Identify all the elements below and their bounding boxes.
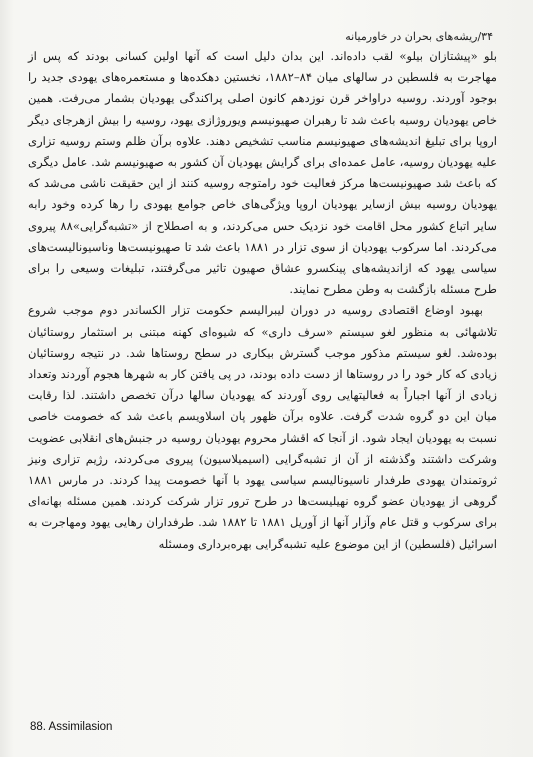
page-header: ۳۴/ریشه‌های بحران در خاورمیانه	[345, 30, 493, 43]
page-number: ۳۴	[481, 30, 493, 43]
body-text	[28, 46, 497, 555]
paragraph-2: بهبود اوضاع اقتصادی روسیه در دوران لیبرالیسم حکومت تزار الکساندر دوم موجب شروع تلاشهائی به منظور لغو سیستم «سرف داری» که شیوه‌ای کهنه مبتنی بر استثمار روستائیان بوده‌شد. لغو سیستم مذکور موجب گسترش بیکاری در سطح روستاها شد. در نتیجه روستائیان زیادی که کار خود را در روستاها از دست داده بودند، در پی یافتن کار به شهرها هجوم آوردند وتعداد زیادی از آنها اجباراً به فعالیتهایی روی آوردند که یهودیان سالها درآن تخصص داشتند. لذا رقابت میان این دو گروه شدت گرفت. علاوه برآن ظهور پان اسلاویسم باعث شد که خصومت خاصی نسبت به یهودیان ایجاد شود. از آنجا که اقشار محروم یهودیان روسیه در جنبش‌های انقلابی عضویت وشرکت داشتند وگذشته از آن از تشبه‌گرایی (اسیمیلاسیون) پیروی می‌کردند، رژیم تزاری ونیز ثروتمندان یهودی طرفدار ناسیونالیسم سیاسی یهود با آنها خصومت پیدا کردند. در مارس ۱۸۸۱ گروهی از یهودیان عضو گروه نهیلیست‌ها در طرح ترور تزار شرکت کردند. همین مسئله بهانه‌ای برای سرکوب و قتل عام وآزار آنها از آوریل ۱۸۸۱ تا ۱۸۸۲ شد. طرفداران رهایی یهود ومهاجرت به اسرائیل (فلسطین) از این موضوع علیه تشبه‌گرایی بهره‌برداری ومسئله	[28, 303, 497, 551]
paragraph-1: بلو «پیشتازان بیلو» لقب داده‌اند. این بدان دلیل است که آنها اولین کسانی بودند که پس از مهاجرت به فلسطین در سالهای میان ۸۴–۱۸۸۲، نخستین دهکده‌ها و مستعمره‌های یهودی جدید را بوجود آوردند. روسیه دراواخر قرن نوزدهم کانون اصلی پراکندگی یهودیان بشمار می‌رفت. همین خاص یهودیان روسیه باعث شد تا رهبران صهیونیسم ویوروژازی یهود، روسیه را بیش ازهرجای دیگر اروپا برای تبلیغ اندیشه‌های صهیونیسم مناسب تشخیص دهند. علاوه برآن ظلم وستم روسیه تزاری علیه یهودیان روسیه، عامل عمده‌ای برای گرایش یهودیان آن کشور به صهیونیسم شد. عامل دیگری که باعث شد صهیونیست‌ها مرکز فعالیت خود رامتوجه روسیه کنند از این حقیقت ناشی می‌شد که یهودیان روسیه بیش ازسایر یهودیان اروپا ویژگی‌های خاص جوامع یهودی را رها کرده وخود رابه سایر اتباع کشور محل اقامت خود نزدیک حس می‌کردند، و به اصطلاح از «تشبه‌گرایی»۸۸ پیروی می‌کردند. اما سرکوب یهودیان از سوی تزار در ۱۸۸۱ باعث شد تا صهیونیست‌ها وناسیونالیست‌های سیاسی یهود که ازاندیشه‌های پینکسرو عشاق صهیون تاثیر می‌گرفتند، تبلیغات وسیعی را برای طرح مسئله بازگشت به وطن مطرح نمایند.	[28, 49, 497, 297]
running-title: ریشه‌های بحران در خاورمیانه	[345, 30, 478, 43]
footnote: 88. Assimilasion	[30, 721, 113, 733]
